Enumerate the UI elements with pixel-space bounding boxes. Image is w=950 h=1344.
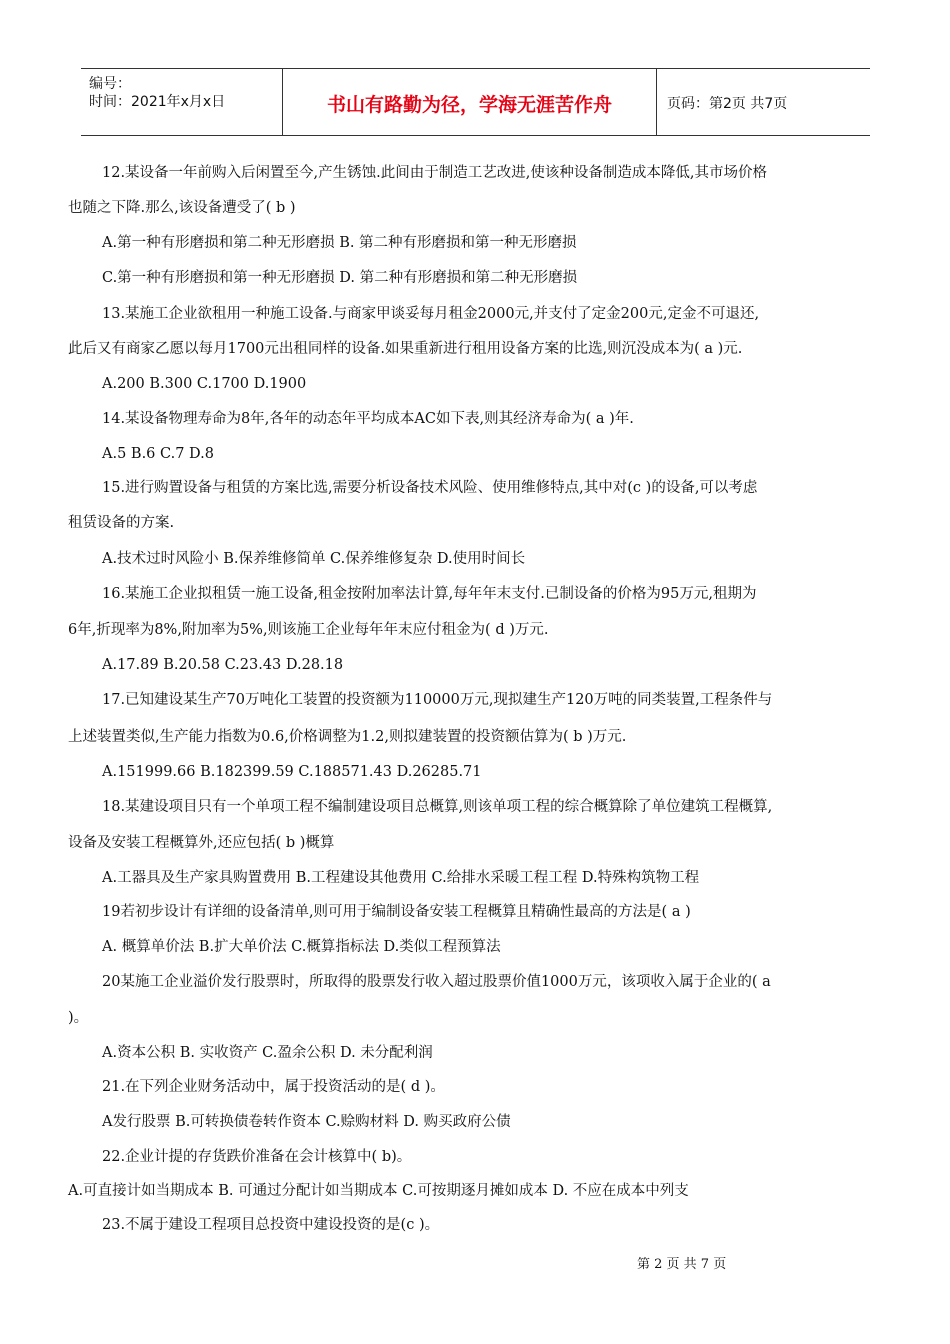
text-line: A发行股票 B.可转换债卷转作资本 C.赊购材料 D. 购买政府公债 [102, 1114, 511, 1130]
motto-text: 书山有路勤为径，学海无涯苦作舟 [326, 94, 612, 116]
text-line: A.可直接计如当期成本 B. 可通过分配计如当期成本 C.可按期逐月摊如成本 D. 不应在成本中列支 [68, 1183, 689, 1199]
text-line: 也随之下降.那么,该设备遭受了( b ) [68, 200, 296, 216]
text-line: A.151999.66 B.182399.59 C.188571.43 D.26285.71 [102, 764, 482, 780]
text-line: )。 [68, 1010, 89, 1026]
text-line: 此后又有商家乙愿以每月1700元出租同样的设备.如果重新进行租用设备方案的比选,则沉没成本为( a )元. [68, 341, 743, 357]
text-line: C.第一种有形磨损和第一种无形磨损 D. 第二种有形磨损和第二种无形磨损 [102, 270, 578, 286]
text-line: A.第一种有形磨损和第二种无形磨损 B. 第二种有形磨损和第一种无形磨损 [102, 235, 577, 251]
text-line: A. 概算单价法 B.扩大单价法 C.概算指标法 D.类似工程预算法 [102, 939, 501, 955]
text-line: 18.某建设项目只有一个单项工程不编制建设项目总概算,则该单项工程的综合概算除了单位建筑工程概算, [102, 799, 773, 815]
text-line: 上述装置类似,生产能力指数为0.6,价格调整为1.2,则拟建装置的投资额估算为( b )万元. [68, 729, 627, 745]
date-line: 时间：2021年x月x日 [89, 94, 226, 110]
text-line: 租赁设备的方案. [68, 515, 175, 531]
text-line: 设备及安装工程概算外,还应包括( b )概算 [68, 835, 335, 851]
header-info-cell [81, 69, 283, 135]
text-line: A.资本公积 B. 实收资产 C.盈余公积 D. 未分配利润 [102, 1045, 433, 1061]
text-line: A.工器具及生产家具购置费用 B.工程建设其他费用 C.给排水采暖工程工程 D.特殊构筑物工程 [102, 870, 700, 886]
text-line: 19若初步设计有详细的设备清单,则可用于编制设备安装工程概算且精确性最高的方法是( a ) [102, 904, 691, 920]
text-line: 22.企业计提的存货跌价准备在会计核算中( b)。 [102, 1149, 412, 1165]
text-line: 12.某设备一年前购入后闲置至今,产生锈蚀.此间由于制造工艺改进,使该种设备制造成本降低,其市场价格 [102, 165, 767, 181]
text-line: A.17.89 B.20.58 C.23.43 D.28.18 [102, 657, 344, 673]
text-line: 14.某设备物理寿命为8年,各年的动态年平均成本AC如下表,则其经济寿命为( a )年. [102, 411, 634, 427]
text-line: A.5 B.6 C.7 D.8 [102, 446, 214, 462]
text-line: 20某施工企业溢价发行股票时，所取得的股票发行收入超过股票价值1000万元，该项收入属于企业的( a [102, 974, 771, 990]
text-line: 23.不属于建设工程项目总投资中建设投资的是(c )。 [102, 1217, 440, 1233]
text-line: A.技术过时风险小 B.保养维修简单 C.保养维修复杂 D.使用时间长 [102, 551, 526, 567]
header-page-cell [657, 69, 870, 135]
text-line: 6年,折现率为8%,附加率为5%,则该施工企业每年年末应付租金为( d )万元. [68, 622, 549, 638]
text-line: 21.在下列企业财务活动中，属于投资活动的是( d )。 [102, 1079, 445, 1095]
text-line: 17.已知建设某生产70万吨化工装置的投资额为110000万元,现拟建生产120万吨的同类装置,工程条件与 [102, 692, 773, 708]
header-motto-cell [283, 69, 657, 135]
text-line: 15.进行购置设备与租赁的方案比选,需要分析设备技术风险、使用维修特点,其中对(c )的设备,可以考虑 [102, 480, 758, 496]
page-header [81, 68, 870, 136]
serial-label: 编号： [89, 76, 131, 92]
text-line: 13.某施工企业欲租用一种施工设备.与商家甲谈妥每月租金2000元,并支付了定金200元,定金不可退还, [102, 306, 760, 322]
text-line: 16.某施工企业拟租赁一施工设备,租金按附加率法计算,每年年末支付.已制设备的价格为95万元,租期为 [102, 586, 757, 602]
page-info: 页码：第2页 共7页 [667, 96, 788, 112]
text-line: A.200 B.300 C.1700 D.1900 [102, 376, 307, 392]
page-footer: 第 2 页 共 7 页 [637, 1257, 727, 1272]
